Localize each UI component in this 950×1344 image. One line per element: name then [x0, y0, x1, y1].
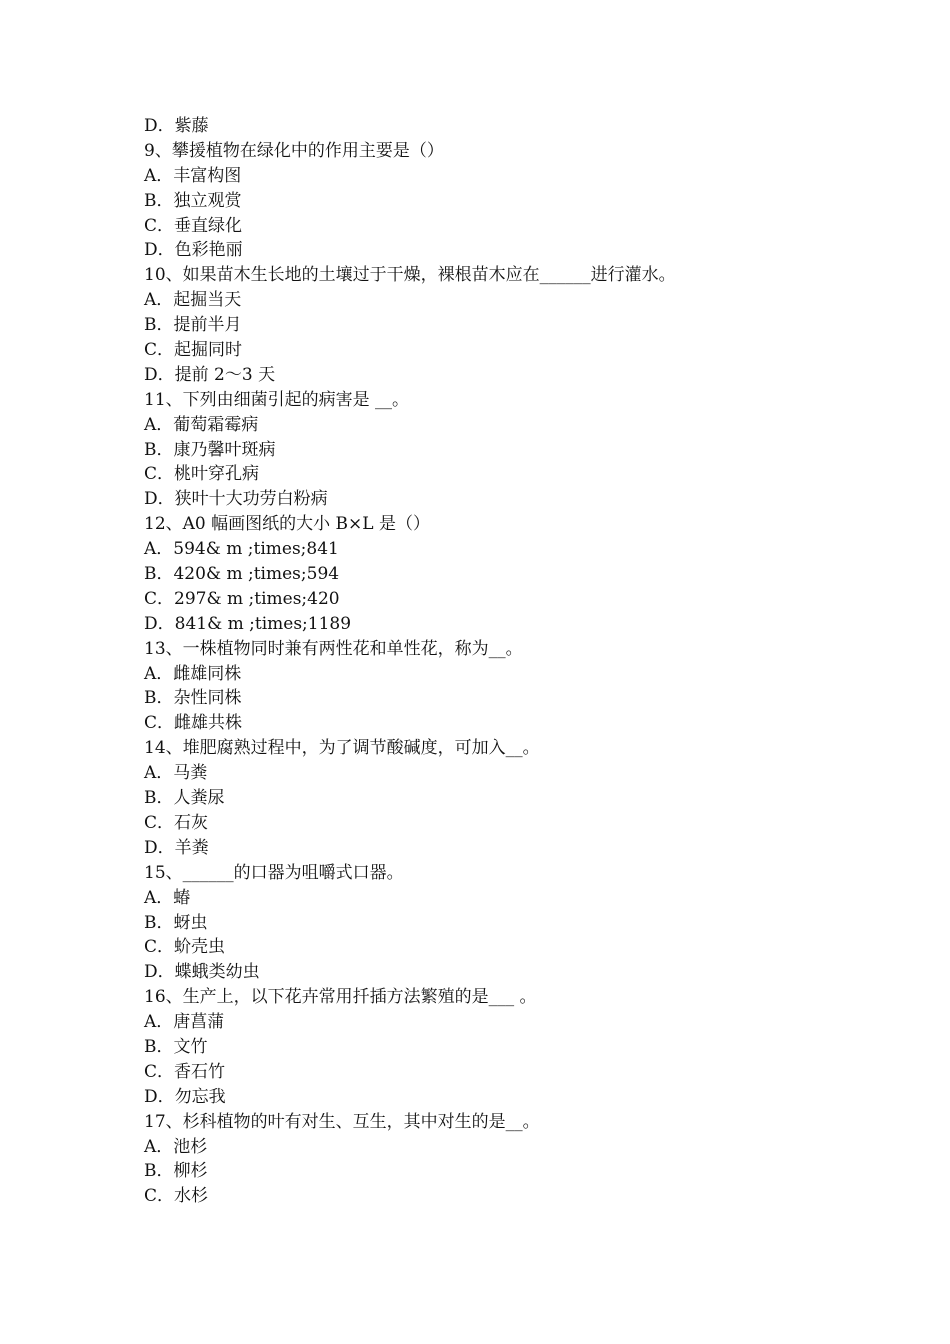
question-stem: 14、堆肥腐熟过程中，为了调节酸碱度，可加入__。	[144, 738, 540, 759]
answer-option: D．狭叶十大功劳白粉病	[144, 489, 328, 510]
answer-option: C．石灰	[144, 812, 209, 833]
answer-option: C．垂直绿化	[144, 215, 243, 236]
answer-option: B．杂性同株	[144, 688, 242, 709]
question-stem: 11、下列由细菌引起的病害是 __。	[144, 389, 410, 410]
answer-option: B．人粪尿	[144, 788, 225, 809]
answer-option: B．康乃馨叶斑病	[144, 439, 276, 460]
answer-option: A．蝽	[144, 887, 191, 908]
answer-option: C．起掘同时	[144, 340, 243, 361]
answer-option: B．柳杉	[144, 1161, 208, 1182]
answer-option: D．蝶蛾类幼虫	[144, 962, 260, 983]
question-stem: 12、A0 幅画图纸的大小 B×L 是（）	[144, 514, 430, 535]
answer-option: A．雌雄同株	[144, 663, 242, 684]
answer-option: C．香石竹	[144, 1061, 226, 1082]
answer-option: A．594& m ;times;841	[144, 539, 339, 560]
answer-option: D．羊粪	[144, 837, 209, 858]
question-stem: 9、攀援植物在绿化中的作用主要是（）	[144, 140, 444, 161]
answer-option: C．桃叶穿孔病	[144, 464, 260, 485]
answer-option: B．独立观赏	[144, 190, 242, 211]
answer-option: D．841& m ;times;1189	[144, 613, 352, 634]
answer-option: B．文竹	[144, 1036, 208, 1057]
answer-option: C．297& m ;times;420	[144, 588, 340, 609]
question-stem: 16、生产上，以下花卉常用扦插方法繁殖的是___ 。	[144, 987, 537, 1008]
answer-option: A．起掘当天	[144, 290, 242, 311]
answer-option: A．马粪	[144, 763, 208, 784]
answer-option: D．色彩艳丽	[144, 240, 243, 261]
question-stem: 10、如果苗木生长地的土壤过于干燥，裸根苗木应在______进行灌水。	[144, 265, 676, 286]
question-list	[144, 114, 844, 1209]
answer-option: C．雌雄共株	[144, 713, 243, 734]
answer-option: D．紫藤	[144, 116, 209, 136]
question-stem: 15、______的口器为咀嚼式口器。	[144, 862, 404, 883]
question-stem: 13、一株植物同时兼有两性花和单性花，称为__。	[144, 638, 523, 659]
answer-option: A．池杉	[144, 1136, 208, 1157]
answer-option: B．蚜虫	[144, 912, 208, 933]
answer-option: C．蚧壳虫	[144, 937, 226, 958]
question-stem: 17、杉科植物的叶有对生、互生，其中对生的是__。	[144, 1111, 540, 1132]
answer-option: A．唐菖蒲	[144, 1012, 225, 1033]
answer-option: D．勿忘我	[144, 1086, 226, 1107]
answer-option: B．提前半月	[144, 315, 242, 336]
answer-option: D．提前 2～3 天	[144, 364, 276, 385]
answer-option: A．丰富构图	[144, 165, 242, 186]
answer-option: C．水杉	[144, 1186, 209, 1207]
answer-option: A．葡萄霜霉病	[144, 414, 259, 435]
answer-option: B．420& m ;times;594	[144, 564, 340, 585]
